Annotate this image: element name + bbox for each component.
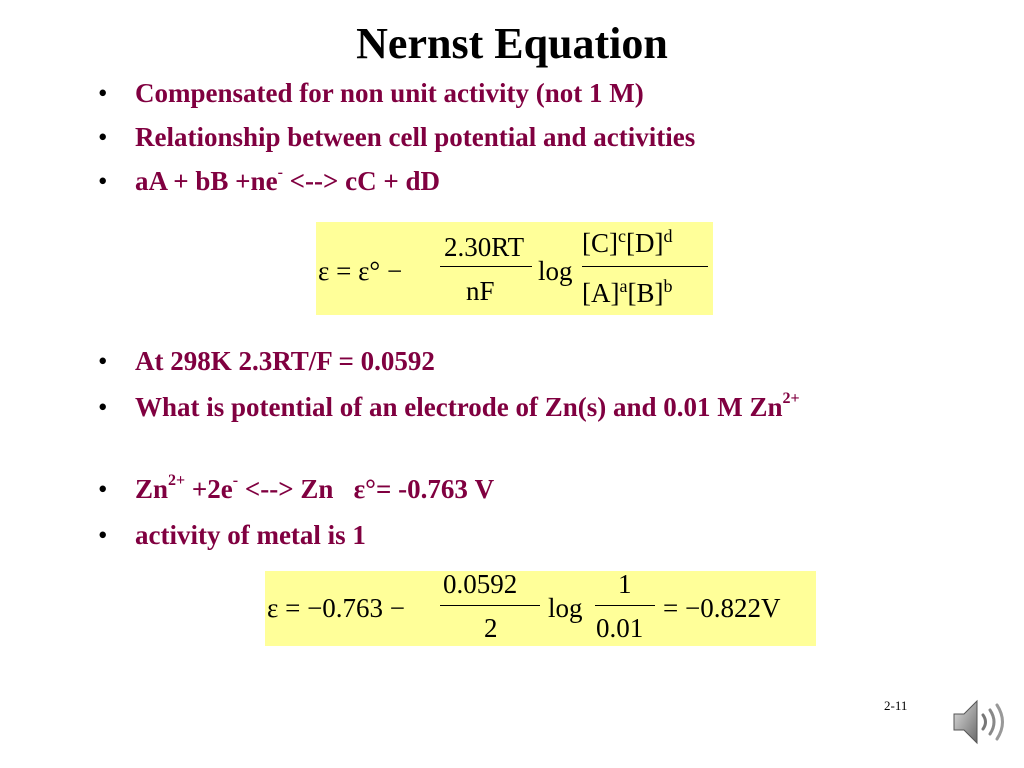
- zinc-potential-equation: [265, 571, 816, 646]
- fraction-bar: [440, 266, 532, 267]
- equation2-frac2-bar: [595, 605, 655, 606]
- equation2-frac1-denominator: 2: [484, 613, 498, 643]
- equation2-frac2-denominator: 0.01: [596, 613, 644, 643]
- nernst-equation: [316, 222, 713, 315]
- equation2-lhs: ε = −0.763 −: [267, 593, 406, 623]
- bullet-dot: •: [98, 122, 108, 152]
- bullet-text: At 298K 2.3RT/F = 0.0592: [135, 346, 435, 376]
- equation2-frac2-numerator: 1: [618, 569, 632, 599]
- bullet-text: aA + bB +ne- <--> cC + dD: [135, 164, 441, 196]
- bullet-dot: •: [98, 166, 108, 196]
- bullet-text: $Zn^{2+} +2e^-$ <--> Zn ε°= -0.763 V: [135, 472, 495, 504]
- equation2-rhs: = −0.822V: [663, 593, 781, 623]
- activity-fraction-bar: [582, 266, 708, 267]
- equation2-log: log: [548, 593, 583, 623]
- speaker-icon[interactable]: [950, 697, 1010, 747]
- bullet-text: Relationship between cell potential and activities: [135, 122, 696, 152]
- slide-number: 2-11: [884, 698, 908, 713]
- bullet-text: Compensated for non unit activity (not 1 M): [135, 78, 644, 108]
- activity-denominator: $[A]^a[B]^b$: [582, 276, 673, 308]
- activity-numerator: $[C]^c[D]^d$: [582, 226, 673, 258]
- bullet-dot: •: [98, 346, 108, 376]
- slide-title: Nernst Equation: [356, 19, 668, 68]
- bullet-dot: •: [98, 392, 108, 422]
- fraction-denominator: nF: [466, 276, 495, 306]
- fraction-numerator: 2.30RT: [444, 232, 525, 262]
- log-label: log: [538, 256, 573, 286]
- bullet-dot: •: [98, 474, 108, 504]
- equation-lhs: ε = ε° −: [318, 256, 403, 286]
- bullet-text: activity of metal is 1: [135, 520, 366, 550]
- bullet-dot: •: [98, 520, 108, 550]
- bullet-text: What is potential of an electrode of Zn(s) and 0.01 M $Zn^{2+}$: [135, 390, 800, 422]
- bullet-dot: •: [98, 78, 108, 108]
- equation2-frac1-numerator: 0.0592: [443, 569, 518, 599]
- equation2-frac1-bar: [440, 605, 540, 606]
